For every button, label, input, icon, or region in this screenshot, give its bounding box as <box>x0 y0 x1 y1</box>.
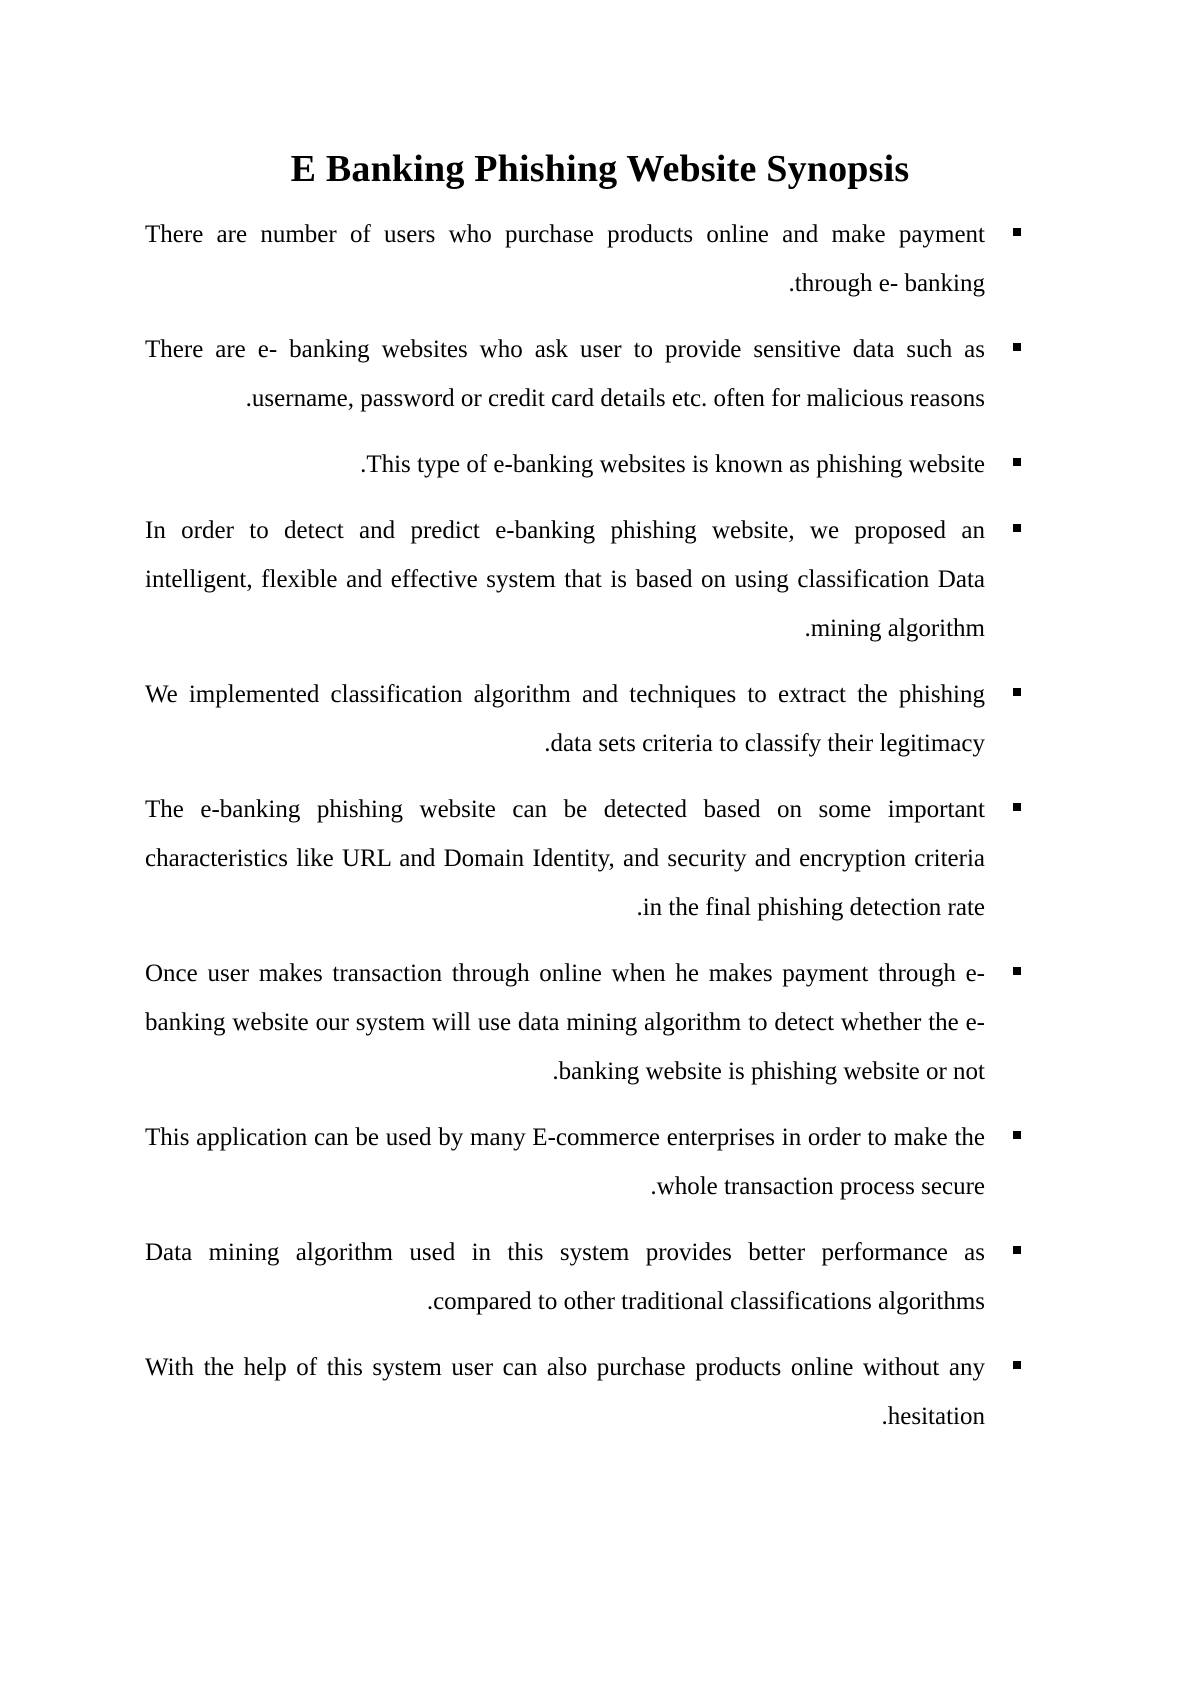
bullet-text: In order to detect and predict e-banking phishing website, we proposed an intelligent, flexible and effective system that is based on using classification Data mining algorithm. <box>145 517 985 642</box>
bullet-text: The e-banking phishing website can be detected based on some important characteristics like URL and Domain Identity, and security and encryption criteria in the final phishing detection rate. <box>145 796 985 921</box>
bullet-text: With the help of this system user can also purchase products online without any hesitation. <box>145 1354 985 1430</box>
bullet-text: There are number of users who purchase products online and make payment through e- banking. <box>145 221 985 297</box>
square-bullet-icon <box>1013 967 1021 975</box>
list-item <box>145 949 1035 1096</box>
list-item <box>145 670 1035 768</box>
list-item <box>145 1113 1035 1211</box>
document-title: E Banking Phishing Website Synopsis <box>290 148 910 190</box>
square-bullet-icon <box>1013 803 1021 811</box>
square-bullet-icon <box>1013 688 1021 696</box>
square-bullet-icon <box>1013 343 1021 351</box>
square-bullet-icon <box>1013 228 1021 236</box>
bullet-text: This type of e-banking websites is known as phishing website. <box>360 451 985 478</box>
bullet-text: Once user makes transaction through online when he makes payment through e-banking website our system will use data mining algorithm to detect whether the e-banking website is phishing website or not. <box>145 960 985 1085</box>
square-bullet-icon <box>1013 1131 1021 1139</box>
bullet-list <box>145 210 1035 1458</box>
bullet-text: There are e- banking websites who ask user to provide sensitive data such as username, password or credit card details etc. often for malicious reasons. <box>145 336 985 412</box>
list-item <box>145 785 1035 932</box>
bullet-text: This application can be used by many E-commerce enterprises in order to make the whole transaction process secure. <box>145 1124 985 1200</box>
list-item <box>145 210 1035 308</box>
square-bullet-icon <box>1013 1246 1021 1254</box>
square-bullet-icon <box>1013 1361 1021 1369</box>
square-bullet-icon <box>1013 458 1021 466</box>
bullet-text: Data mining algorithm used in this system provides better performance as compared to other traditional classifications algorithms. <box>145 1239 985 1315</box>
list-item <box>145 440 1035 489</box>
list-item <box>145 506 1035 653</box>
list-item <box>145 1228 1035 1326</box>
list-item <box>145 325 1035 423</box>
list-item <box>145 1343 1035 1441</box>
square-bullet-icon <box>1013 524 1021 532</box>
bullet-text: We implemented classification algorithm and techniques to extract the phishing data sets criteria to classify their legitimacy. <box>145 681 985 757</box>
